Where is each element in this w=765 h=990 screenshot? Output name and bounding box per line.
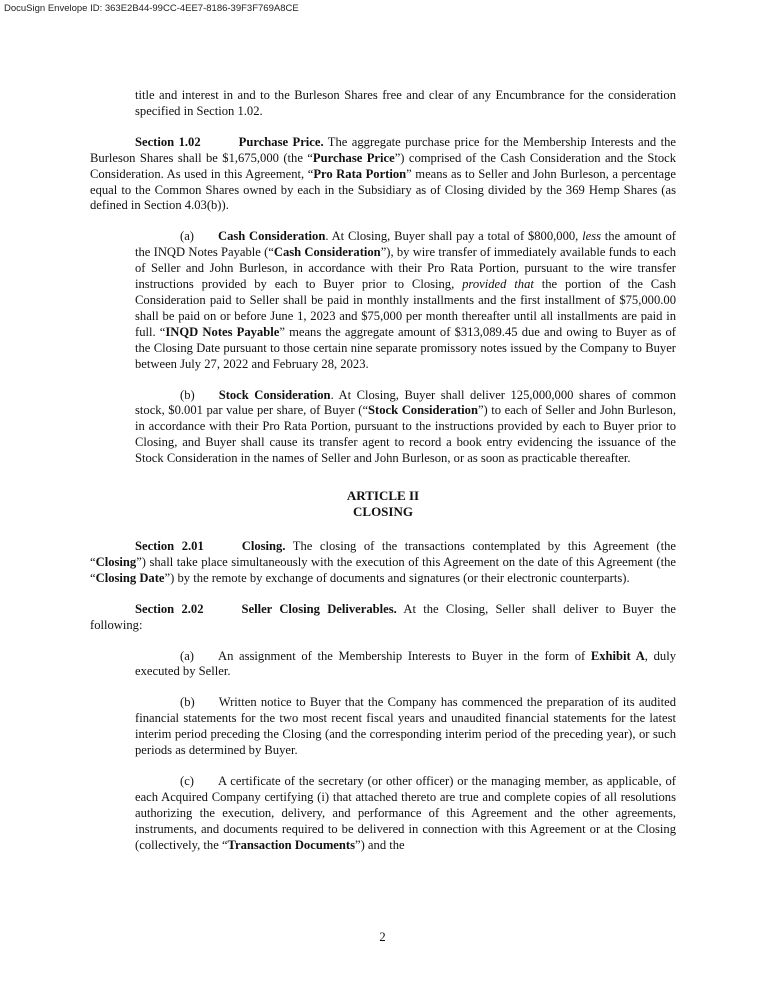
subsection-1-02-b: (b) Stock Consideration. At Closing, Buyer shall deliver 125,000,000 shares of common stock, $0.001 par value per share, of Buyer (“Stock Consideration”) to each of Seller and John Burleson, in accordance with their Pro Rata Portion, pursuant to the instructions provided by each to Buyer prior to Closing, and Buyer shall cause its transfer agent to record a book entry evidencing the issuance of the Stock Consideration in the names of Seller and John Burleson, or as soon as practicable thereafter. <box>135 387 676 466</box>
article-title: CLOSING <box>353 504 413 520</box>
subsection-label: (a) <box>180 229 194 244</box>
section-number: Section 2.01 <box>135 539 204 554</box>
section-1-02: Section 1.02 Purchase Price. The aggregate purchase price for the Membership Interests and the Burleson Shares shall be $1,675,000 (the “Purchase Price”) comprised of the Cash Consideration and the Stock Consideration. As used in this Agreement, “Pro Rata Portion” means as to Seller and John Burleson, a percentage equal to the Common Shares owned by each in the Subsidiary as of Closing divided by the 369 Hemp Shares (as defined in Section 4.03(b)). <box>90 134 677 213</box>
docusign-envelope-id: DocuSign Envelope ID: 363E2B44-99CC-4EE7-8186-39F3F769A8CE <box>4 3 299 14</box>
subsection-label: (b) <box>180 695 195 710</box>
section-title: Closing. <box>241 539 286 554</box>
subsection-1-02-a: (a) Cash Consideration. At Closing, Buyer shall pay a total of $800,000, less the amount of the INQD Notes Payable (“Cash Consideration”), by wire transfer of immediately available funds to each of Seller and John Burleson, in accordance with their Pro Rata Portion, pursuant to the wire transfer instructions provided by each to Buyer prior to Closing, provided that the portion of the Cash Consideration paid to Seller shall be paid in monthly installments and the first installment of $75,000.00 shall be paid on or before June 1, 2023 and $75,000 per month thereafter until all installments are paid in full. “INQD Notes Payable” means the aggregate amount of $313,089.45 due and owing to Buyer as of the Closing Date pursuant to those certain nine separate promissory notes issued by the Company to Buyer between July 27, 2022 and February 28, 2023. <box>135 229 676 371</box>
defined-term: Stock Consideration <box>368 403 478 418</box>
section-2-02: Section 2.02 Seller Closing Deliverables. At the Closing, Seller shall deliver to Buyer the following: <box>90 601 676 632</box>
subsection-2-02-c: (c) A certificate of the secretary (or other officer) or the managing member, as applicable, of each Acquired Company certifying (i) that attached thereto are true and complete copies of all resolutions authorizing the execution, delivery, and performance of this Agreement and the other agreements, instruments, and documents required to be delivered in connection with this Agreement or at the Closing (collectively, the “Transaction Documents”) and the <box>135 774 676 852</box>
subsection-label: (b) <box>180 387 195 402</box>
subsection-title: Stock Consideration <box>218 387 331 402</box>
section-title: Purchase Price. <box>238 134 324 149</box>
subsection-label: (a) <box>180 648 194 663</box>
defined-term: Pro Rata Portion <box>313 166 407 181</box>
section-2-01: Section 2.01 Closing. The closing of the transactions contemplated by this Agreement (the “Closing”) shall take place simultaneously with the execution of this Agreement on the date of this Agreement (the “Closing Date”) by the remote by exchange of documents and signatures (or their electronic counterparts). <box>90 539 676 585</box>
subsection-2-02-b: (b) Written notice to Buyer that the Company has commenced the preparation of its audited financial statements for the two most recent fiscal years and unaudited financial statements for the latest interim period preceding the Closing (and the corresponding interim period of the preceding year), or such periods as determined by Buyer. <box>135 695 676 758</box>
defined-term: Purchase Price <box>312 150 395 165</box>
section-title: Seller Closing Deliverables. <box>241 601 397 616</box>
subsection-2-02-a: (a) An assignment of the Membership Interests to Buyer in the form of Exhibit A, duly executed by Seller. <box>135 648 676 679</box>
section-number: Section 1.02 <box>135 134 201 149</box>
article-number: ARTICLE II <box>346 488 420 504</box>
section-number: Section 2.02 <box>135 601 204 616</box>
subsection-label: (c) <box>180 774 194 788</box>
document-page <box>90 88 676 854</box>
defined-term: Closing <box>95 554 137 569</box>
defined-term: Closing Date <box>95 570 165 585</box>
subsection-title: Cash Consideration <box>217 229 326 244</box>
defined-term: INQD Notes Payable <box>165 324 280 339</box>
article-heading <box>90 488 676 520</box>
intro-continuation: title and interest in and to the Burleson Shares free and clear of any Encumbrance for the consideration specified in Section 1.02. <box>135 88 676 118</box>
page-number: 2 <box>379 930 386 944</box>
exhibit-reference: Exhibit A <box>590 648 645 663</box>
defined-term: Cash Consideration <box>273 245 381 260</box>
defined-term: Transaction Documents <box>227 837 355 852</box>
